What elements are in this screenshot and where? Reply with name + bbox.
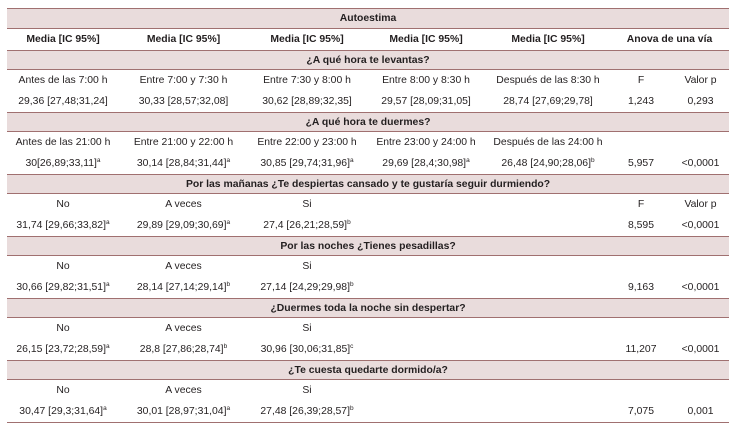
column-header: Media [IC 95%] xyxy=(7,29,119,51)
mean-ci-value: 28,8 [27,86;28,74] xyxy=(139,344,224,355)
p-value: <0,0001 xyxy=(681,282,720,293)
mean-ci-value: 26,48 [24,90;28,06] xyxy=(501,158,591,169)
mean-ci-cell xyxy=(248,215,366,237)
question-text: ¿A qué hora te duermes? xyxy=(7,113,729,132)
mean-ci-cell xyxy=(486,153,610,175)
category-row xyxy=(7,318,729,340)
significance-letter: a xyxy=(105,219,110,226)
mean-ci-cell xyxy=(248,153,366,175)
significance-letter: a xyxy=(105,343,110,350)
category-label xyxy=(366,256,486,278)
f-value: 8,595 xyxy=(627,220,654,231)
mean-ci-cell xyxy=(486,277,610,299)
significance-letter: a xyxy=(226,219,231,226)
significance-letter: a xyxy=(105,281,110,288)
mean-ci-value: 30,62 [28,89;32,35] xyxy=(262,96,352,107)
category-label: A veces xyxy=(165,261,202,272)
value-row xyxy=(7,277,729,299)
column-header-row xyxy=(7,29,729,51)
mean-ci-cell xyxy=(248,339,366,361)
category-label: Antes de las 21:00 h xyxy=(15,137,111,148)
category-label: Entre 23:00 y 24:00 h xyxy=(376,137,476,148)
significance-letter: b xyxy=(590,157,595,164)
value-row xyxy=(7,401,729,423)
question-text: ¿Te cuesta quedarte dormido/a? xyxy=(7,361,729,380)
p-value-label xyxy=(672,256,729,278)
category-label: Entre 8:00 y 8:30 h xyxy=(382,75,470,86)
value-row xyxy=(7,339,729,361)
mean-ci-value: 29,36 [27,48;31,24] xyxy=(18,96,108,107)
question-text: ¿Duermes toda la noche sin despertar? xyxy=(7,299,729,318)
category-label: Después de las 24:00 h xyxy=(493,137,603,148)
mean-ci-value: 26,15 [23,72;28,59] xyxy=(16,344,106,355)
mean-ci-cell xyxy=(7,215,119,237)
category-label: Entre 7:30 y 8:00 h xyxy=(263,75,351,86)
significance-letter: b xyxy=(226,281,231,288)
mean-ci-cell xyxy=(366,91,486,113)
value-row xyxy=(7,215,729,237)
mean-ci-value: 30,66 [29,82;31,51] xyxy=(16,282,106,293)
category-label: No xyxy=(56,261,70,272)
significance-letter: a xyxy=(226,405,231,412)
category-label: Después de las 8:30 h xyxy=(496,75,600,86)
category-row xyxy=(7,256,729,278)
f-value: 11,207 xyxy=(625,344,657,355)
mean-ci-cell xyxy=(7,91,119,113)
mean-ci-cell xyxy=(366,215,486,237)
significance-letter: a xyxy=(349,157,354,164)
significance-letter: b xyxy=(347,219,351,226)
category-label xyxy=(366,318,486,340)
p-value: <0,0001 xyxy=(681,158,720,169)
category-label: A veces xyxy=(165,385,202,396)
mean-ci-cell xyxy=(366,153,486,175)
mean-ci-cell xyxy=(486,339,610,361)
mean-ci-cell xyxy=(119,215,248,237)
mean-ci-cell xyxy=(486,401,610,423)
mean-ci-cell xyxy=(486,215,610,237)
mean-ci-cell xyxy=(248,91,366,113)
mean-ci-cell xyxy=(119,153,248,175)
p-value: <0,0001 xyxy=(681,220,720,231)
category-label: Entre 21:00 y 22:00 h xyxy=(133,137,234,148)
category-label: No xyxy=(56,385,70,396)
significance-letter: b xyxy=(223,343,228,350)
mean-ci-cell xyxy=(248,277,366,299)
question-row xyxy=(7,113,729,132)
mean-ci-cell xyxy=(7,153,119,175)
mean-ci-cell xyxy=(366,401,486,423)
category-row xyxy=(7,132,729,154)
f-value: 5,957 xyxy=(627,158,654,169)
f-label: F xyxy=(637,75,645,86)
mean-ci-cell xyxy=(7,401,119,423)
mean-ci-value: 28,74 [27,69;29,78] xyxy=(503,96,593,107)
significance-letter: b xyxy=(349,281,354,288)
mean-ci-cell xyxy=(119,339,248,361)
mean-ci-value: 27,48 [26,39;28,57] xyxy=(260,406,350,417)
p-value-label xyxy=(672,132,729,154)
mean-ci-cell xyxy=(486,91,610,113)
p-value: <0,0001 xyxy=(681,344,720,355)
mean-ci-cell xyxy=(248,401,366,423)
p-value-label: Valor p xyxy=(684,75,717,86)
mean-ci-value: 29,89 [29,09;30,69] xyxy=(136,220,227,231)
category-row xyxy=(7,194,729,216)
f-value: 9,163 xyxy=(627,282,654,293)
mean-ci-value: 30,85 [29,74;31,96] xyxy=(260,158,350,169)
p-value-label xyxy=(672,318,729,340)
p-value: 0,293 xyxy=(687,96,714,107)
p-value-label xyxy=(672,380,729,402)
category-label xyxy=(486,318,610,340)
mean-ci-value: 30,14 [28,84;31,44] xyxy=(136,158,227,169)
f-value: 1,243 xyxy=(627,96,654,107)
mean-ci-cell xyxy=(119,91,248,113)
significance-letter: a xyxy=(226,157,231,164)
mean-ci-cell xyxy=(7,339,119,361)
value-row xyxy=(7,153,729,175)
table-title-row xyxy=(7,9,729,29)
mean-ci-value: 29,57 [28,09;31,05] xyxy=(381,96,471,107)
category-label: Si xyxy=(302,385,312,396)
anova-header: Anova de una vía xyxy=(610,29,729,51)
significance-letter: b xyxy=(349,405,354,412)
mean-ci-value: 30,96 [30,06;31,85] xyxy=(260,344,351,355)
category-label: A veces xyxy=(165,323,202,334)
value-row xyxy=(7,91,729,113)
mean-ci-value: 30,47 [29,3;31,64] xyxy=(19,406,104,417)
mean-ci-value: 30,33 [28,57;32,08] xyxy=(138,96,229,107)
question-text: Por las mañanas ¿Te despiertas cansado y te gustaría seguir durmiendo? xyxy=(7,175,729,194)
mean-ci-value: 28,14 [27,14;29,14] xyxy=(136,282,227,293)
table-title: Autoestima xyxy=(7,9,729,29)
significance-letter: a xyxy=(96,157,101,164)
category-label xyxy=(366,194,486,216)
category-label: Si xyxy=(302,199,312,210)
category-label: Entre 22:00 y 23:00 h xyxy=(257,137,357,148)
category-row xyxy=(7,380,729,402)
significance-letter: a xyxy=(103,405,107,412)
category-label: No xyxy=(56,323,70,334)
mean-ci-value: 31,74 [29,66;33,82] xyxy=(16,220,106,231)
column-header: Media [IC 95%] xyxy=(486,29,610,51)
mean-ci-value: 27,14 [24,29;29,98] xyxy=(260,282,350,293)
p-value: 0,001 xyxy=(672,401,729,423)
f-label: F xyxy=(637,199,645,210)
mean-ci-value: 29,69 [28,4;30,98] xyxy=(382,158,467,169)
category-label: Entre 7:00 y 7:30 h xyxy=(139,75,228,86)
column-header: Media [IC 95%] xyxy=(248,29,366,51)
column-header: Media [IC 95%] xyxy=(119,29,248,51)
p-value-label: Valor p xyxy=(684,199,717,210)
mean-ci-cell xyxy=(7,277,119,299)
mean-ci-value: 30[26,89;33,11] xyxy=(25,158,97,169)
category-label: Si xyxy=(302,323,312,334)
sections-body xyxy=(7,51,729,423)
f-label xyxy=(610,380,672,402)
category-label: Antes de las 7:00 h xyxy=(18,75,108,86)
category-label xyxy=(486,380,610,402)
mean-ci-value: 27,4 [26,21;28,59] xyxy=(263,220,348,231)
question-text: Por las noches ¿Tienes pesadillas? xyxy=(7,237,729,256)
question-row xyxy=(7,175,729,194)
category-row xyxy=(7,70,729,92)
question-text: ¿A qué hora te levantas? xyxy=(7,51,729,70)
question-row xyxy=(7,299,729,318)
f-label xyxy=(610,256,672,278)
question-row xyxy=(7,361,729,380)
significance-letter: a xyxy=(466,157,470,164)
f-label xyxy=(610,318,672,340)
f-value: 7,075 xyxy=(610,401,672,423)
mean-ci-cell xyxy=(366,277,486,299)
category-label: No xyxy=(56,199,70,210)
question-row xyxy=(7,51,729,70)
f-label xyxy=(610,132,672,154)
category-label xyxy=(486,256,610,278)
category-label xyxy=(366,380,486,402)
question-row xyxy=(7,237,729,256)
autoestima-table xyxy=(7,8,729,423)
column-header: Media [IC 95%] xyxy=(366,29,486,51)
category-label: Si xyxy=(302,261,312,272)
mean-ci-cell xyxy=(119,401,248,423)
category-label xyxy=(486,194,610,216)
mean-ci-value: 30,01 [28,97;31,04] xyxy=(136,406,227,417)
mean-ci-cell xyxy=(119,277,248,299)
category-label: A veces xyxy=(165,199,202,210)
significance-letter: c xyxy=(350,343,354,350)
mean-ci-cell xyxy=(366,339,486,361)
